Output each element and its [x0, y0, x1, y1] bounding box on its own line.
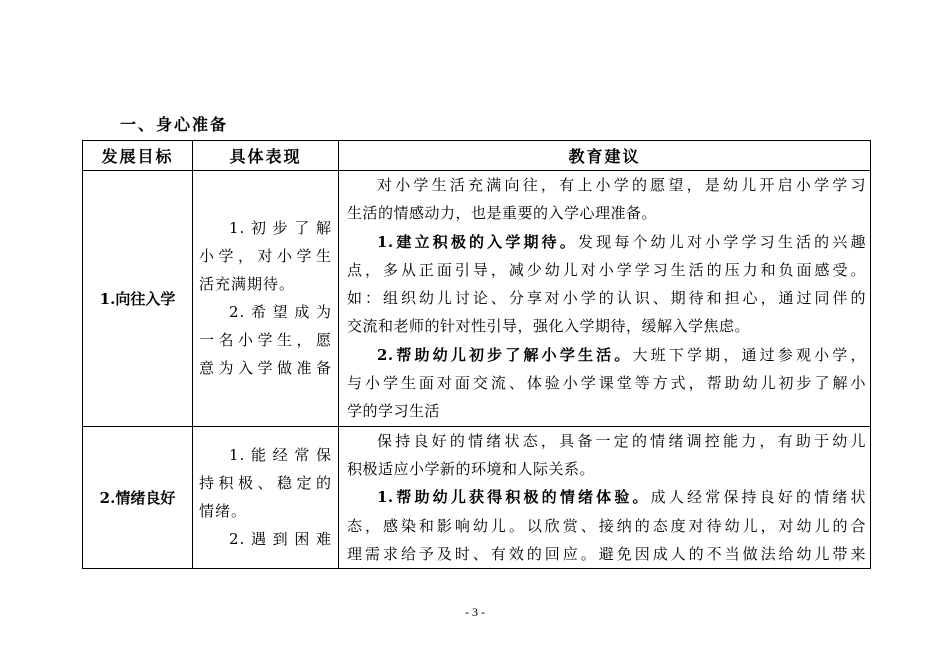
advice-line: 积极适应小学新的环境和人际关系。 [347, 459, 596, 478]
advice-cell [339, 171, 871, 427]
advice-line: 交流和老师的针对性引导，强化入学期待，缓解入学焦虑。 [347, 317, 751, 336]
goal-cell: 2.情绪良好 [83, 426, 193, 568]
performance-cell [193, 426, 339, 568]
goal-cell: 1.向往入学 [83, 171, 193, 427]
advice-heading: 1.建立积极的入学期待。 [377, 232, 578, 251]
header-performance: 具体表现 [193, 141, 339, 171]
performance-line: 活充满期待。 [199, 275, 296, 294]
header-advice: 教育建议 [339, 141, 871, 171]
advice-line: 理需求给予及时、有效的回应。避免因成人的不当做法给幼儿带来 [347, 544, 866, 563]
performance-line: 1.初步了解 [229, 219, 332, 238]
advice-text: 发现每个幼儿对小学学习生活的兴趣 [578, 232, 866, 251]
advice-line: 点，多从正面引导，减少幼儿对小学学习生活的压力和负面感受。 [347, 260, 866, 279]
performance-line: 持积极、稳定的 [199, 474, 332, 493]
advice-line: 生活的情感动力，也是重要的入学心理准备。 [347, 204, 658, 223]
advice-heading: 2.帮助幼儿初步了解小学生活。 [377, 345, 633, 364]
performance-cell [193, 171, 339, 427]
performance-line: 意为入学做准备 [199, 359, 332, 378]
readiness-table [82, 140, 871, 569]
performance-line: 1.能经常保 [229, 446, 332, 465]
table-header-row [83, 141, 871, 171]
performance-line: 2.希望成为 [229, 303, 332, 322]
table-row [83, 426, 871, 568]
header-goal: 发展目标 [83, 141, 193, 171]
performance-line: 一名小学生，愿 [199, 331, 332, 350]
advice-line: 对小学生活充满向往，有上小学的愿望，是幼儿开启小学学习 [377, 176, 866, 194]
advice-line [347, 341, 866, 369]
advice-line: 学的学习生活 [347, 402, 441, 421]
advice-line: 与小学生面对面交流、体验小学课堂等方式，帮助幼儿初步了解小 [347, 374, 866, 393]
advice-line: 保持良好的情绪状态，具备一定的情绪调控能力，有助于幼儿 [377, 431, 866, 450]
advice-text: 大班下学期，通过参观小学， [632, 345, 866, 364]
advice-line: 如：组织幼儿讨论、分享对小学的认识、期待和担心，通过同伴的 [347, 289, 866, 308]
performance-line: 情绪。 [199, 502, 248, 521]
advice-line [347, 483, 866, 511]
advice-line: 态，感染和影响幼儿。以欣赏、接纳的态度对待幼儿，对幼儿的合 [347, 516, 866, 535]
advice-heading: 1.帮助幼儿获得积极的情绪体验。 [377, 488, 651, 507]
performance-line: 2.遇到困难 [229, 530, 332, 549]
advice-line [347, 228, 866, 256]
section-title: 一、身心准备 [120, 115, 229, 134]
advice-cell [339, 426, 871, 568]
advice-text: 成人经常保持良好的情绪状 [650, 488, 866, 507]
performance-line: 小学，对小学生 [199, 247, 332, 266]
page-number: - 3 - [465, 605, 485, 619]
table-row [83, 171, 871, 427]
